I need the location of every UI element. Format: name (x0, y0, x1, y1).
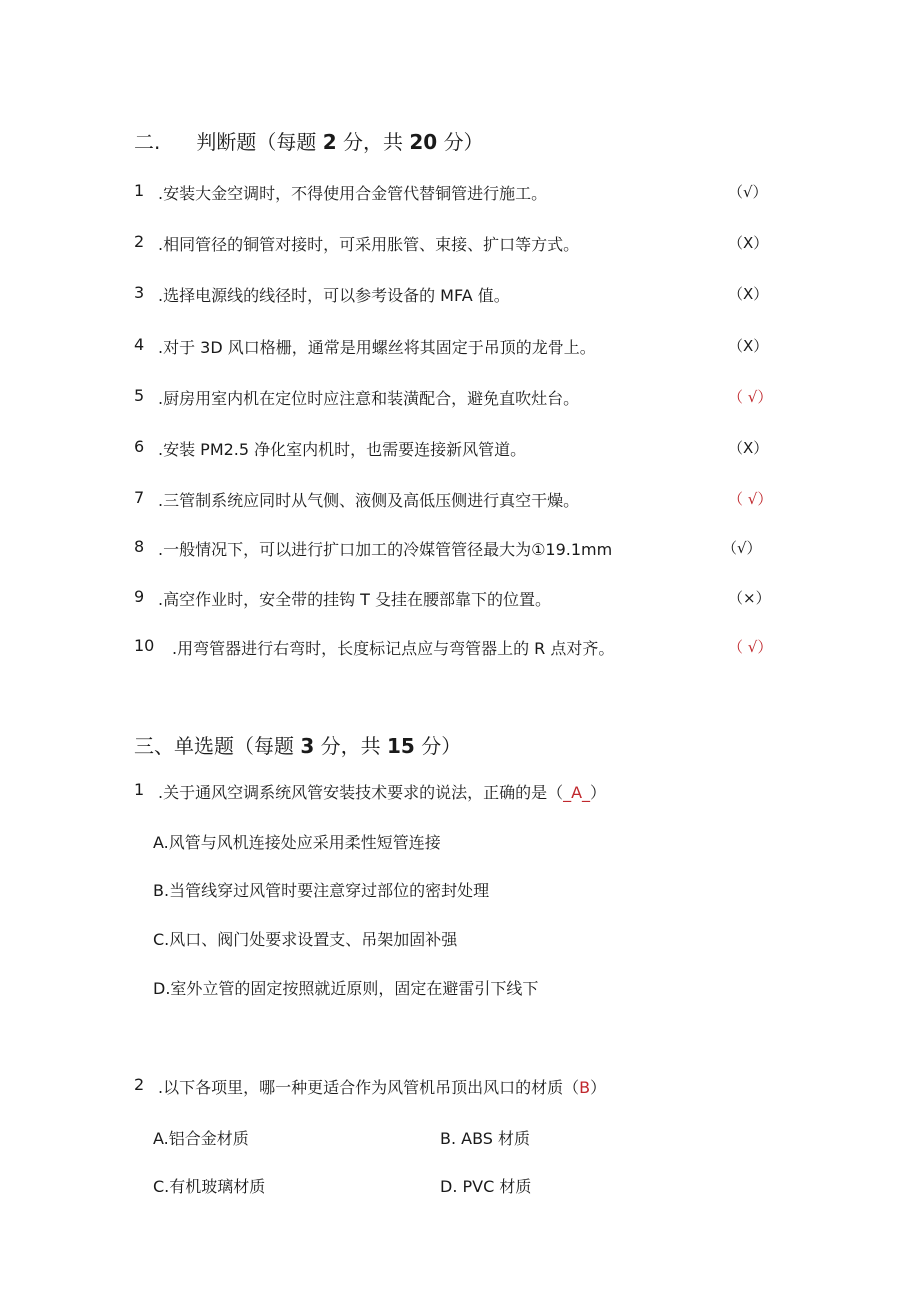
item-statement: .三管制系统应同时从气侧、液侧及高低压侧进行真空干燥。 (158, 491, 580, 510)
section-3-title-part: 分） (421, 734, 462, 758)
tf-item-4 (0, 335, 920, 361)
item-answer: （ √） (728, 388, 773, 406)
item-statement: .相同管径的铜管对接时，可采用胀管、束接、扩口等方式。 (158, 235, 580, 254)
q1-option-b: B.当管线穿过风管时要注意穿过部位的密封处理 (153, 881, 490, 900)
question-text-wrap (158, 1075, 606, 1098)
tf-item-2 (0, 232, 920, 258)
item-number: 3 (134, 283, 145, 302)
question-answer: B (579, 1078, 591, 1097)
question-number: 1 (134, 780, 145, 799)
item-number: 5 (134, 386, 145, 405)
q1-option-d: D.室外立管的固定按照就近原则，固定在避雷引下线下 (153, 979, 539, 998)
section-3-title-part: 分，共 (320, 734, 381, 758)
tf-item-3 (0, 283, 920, 309)
q1-option-c: C.风口、阀门处要求设置支、吊架加固补强 (153, 930, 458, 949)
item-number: 7 (134, 488, 145, 507)
item-number: 1 (134, 181, 145, 200)
tf-item-8 (0, 537, 920, 563)
item-answer: （ √） (728, 490, 773, 508)
q2-option-c: C.有机玻璃材质 (153, 1177, 266, 1196)
tf-item-9 (0, 587, 920, 613)
tf-item-5 (0, 386, 920, 412)
q1-option-a: A.风管与风机连接处应采用柔性短管连接 (153, 833, 441, 852)
tf-item-1 (0, 181, 920, 207)
q2-option-a: A.铝合金材质 (153, 1129, 249, 1148)
section-3-title (134, 730, 461, 759)
item-statement: .安装大金空调时，不得使用合金管代替铜管进行施工。 (158, 184, 548, 203)
item-statement: .安装 PM2.5 净化室内机时，也需要连接新风管道。 (158, 440, 527, 459)
tf-item-7 (0, 488, 920, 514)
item-statement: .高空作业时，安全带的挂钩 T 殳挂在腰部靠下的位置。 (158, 590, 552, 609)
q2-option-d: D. PVC 材质 (440, 1177, 532, 1196)
question-number: 2 (134, 1075, 145, 1094)
section-2-points-each: 2 (322, 130, 337, 154)
item-statement: .选择电源线的线径时，可以参考设备的 MFA 值。 (158, 286, 510, 305)
tf-item-6 (0, 437, 920, 463)
item-number: 10 (134, 636, 155, 655)
question-text-wrap (158, 780, 606, 803)
item-statement: .对于 3D 风口格栅，通常是用螺丝将其固定于吊顶的龙骨上。 (158, 338, 596, 357)
tf-item-10 (0, 636, 920, 662)
section-2-title-part: 分，共 (343, 130, 403, 154)
item-statement: .厨房用室内机在定位时应注意和装潢配合，避免直吹灶台。 (158, 389, 580, 408)
section-2-points-total: 20 (409, 130, 438, 154)
question-close-paren: ） (590, 1078, 607, 1097)
question-text: .关于通风空调系统风管安装技术要求的说法，正确的是（ (158, 783, 564, 802)
question-text: .以下各项里，哪一种更适合作为风管机吊顶出风口的材质（ (158, 1078, 580, 1097)
section-2-prefix: 二. (134, 130, 161, 154)
item-answer: （X） (728, 337, 769, 355)
item-number: 8 (134, 537, 145, 556)
q2-option-b: B. ABS 材质 (440, 1129, 531, 1148)
item-answer: （X） (728, 439, 769, 457)
section-3-points-total: 15 (387, 734, 415, 758)
item-number: 2 (134, 232, 145, 251)
item-statement: .用弯管器进行右弯时，长度标记点应与弯管器上的 R 点对齐。 (172, 639, 615, 658)
item-number: 6 (134, 437, 145, 456)
section-2-title (134, 126, 484, 155)
item-number: 9 (134, 587, 145, 606)
item-answer: （√） (728, 183, 768, 201)
item-answer: （×） (728, 589, 771, 607)
item-number: 4 (134, 335, 145, 354)
item-answer: （X） (728, 234, 769, 252)
question-close-paren: ） (590, 783, 607, 802)
section-3-points-each: 3 (300, 734, 315, 758)
section-3-title-part: 三、单选题（每题 (134, 734, 294, 758)
item-statement: .一般情况下，可以进行扩口加工的冷媒管管径最大为①19.1mm (158, 540, 613, 559)
item-answer: （ √） (728, 638, 773, 656)
section-2-title-part: 分） (443, 130, 484, 154)
item-answer: （√） (722, 539, 762, 557)
question-answer: _A_ (563, 783, 591, 802)
section-2-title-part: 判断题（每题 (196, 130, 317, 154)
item-answer: （X） (728, 285, 769, 303)
